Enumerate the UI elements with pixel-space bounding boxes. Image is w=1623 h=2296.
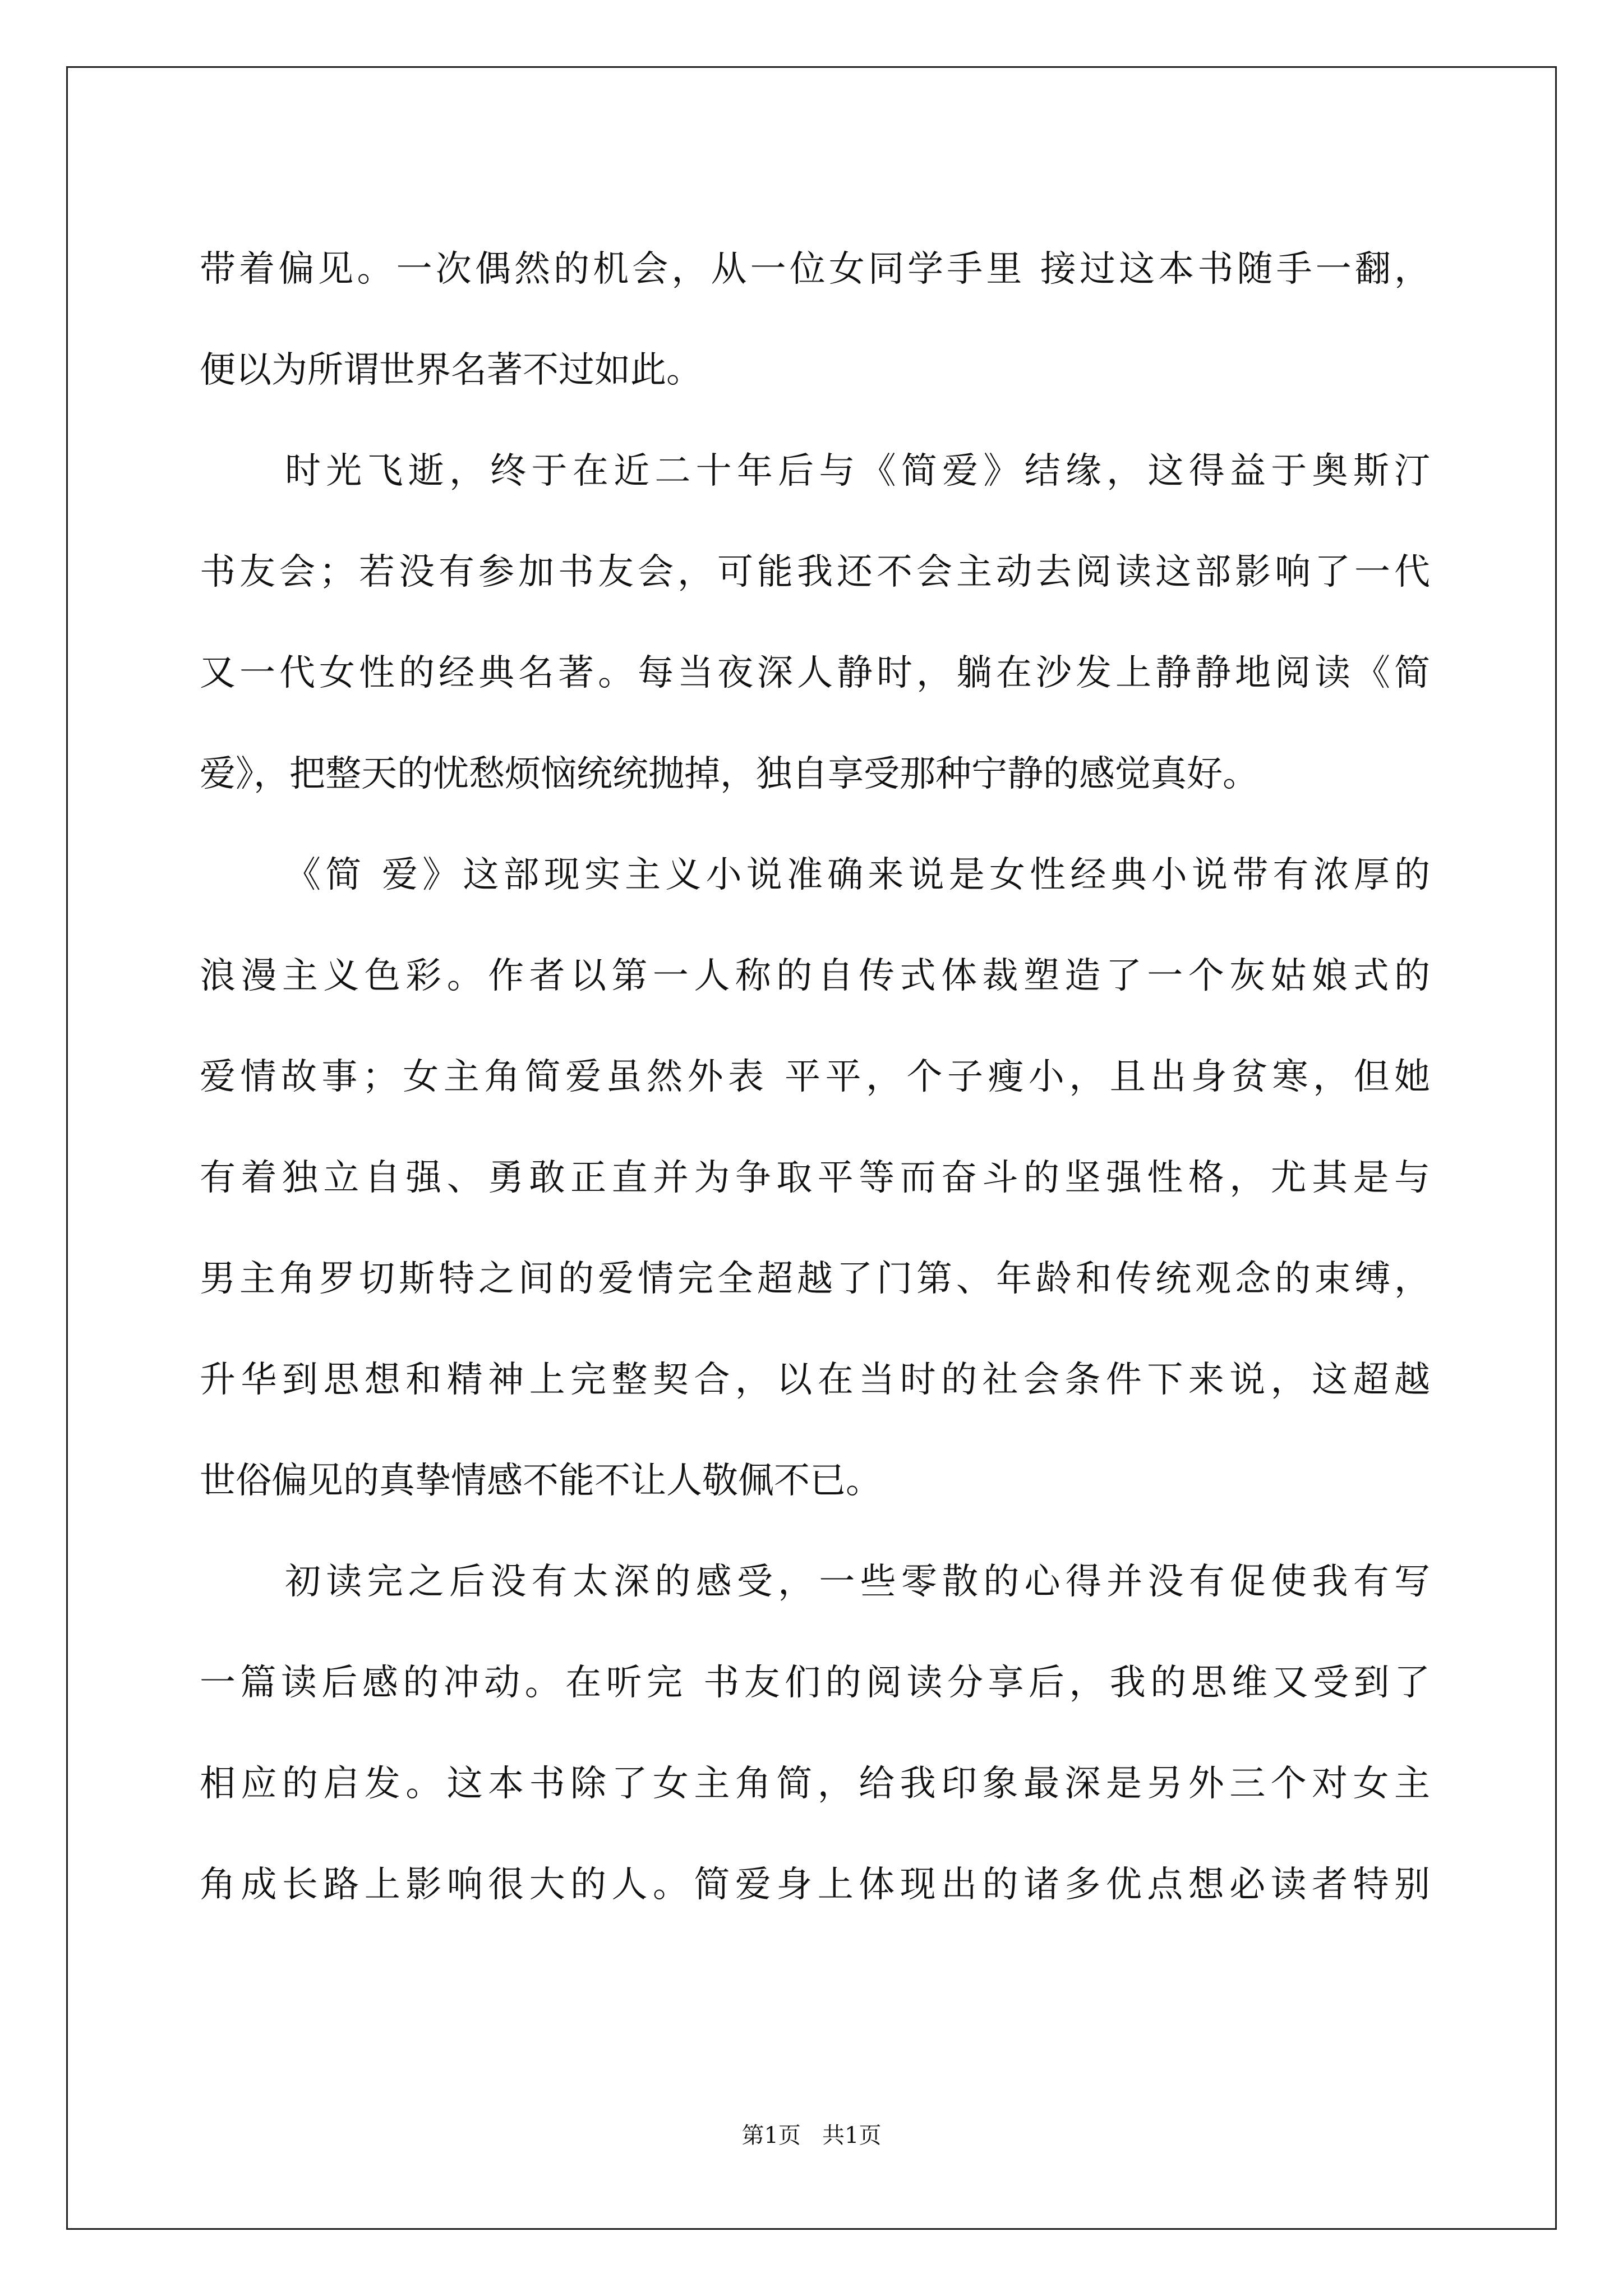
text-line: 世俗偏见的真挚情感不能不让人敬佩不已。 (200, 1460, 882, 1502)
text-line: 便以为所谓世界名著不过如此。 (200, 349, 702, 391)
text-line: 升华到思想和精神上完整契合，以在当时的社会条件下来说，这超越 (200, 1359, 1430, 1401)
text-line: 相应的启发。这本书除了女主角简，给我印象最深是另外三个对女主 (200, 1763, 1430, 1805)
text-line: 浪漫主义色彩。作者以第一人称的自传式体裁塑造了一个灰姑娘式的 (200, 955, 1430, 997)
text-line: 角成长路上影响很大的人。简爱身上体现出的诸多优点想必读者特别 (200, 1864, 1430, 1906)
document-body (200, 219, 1430, 1935)
page-footer: 第1页 共1页 (741, 2123, 882, 2148)
text-line: 带着偏见。一次偶然的机会，从一位女同学手里 接过这本书随手一翻， (200, 249, 1430, 290)
text-line: 又一代女性的经典名著。每当夜深人静时，躺在沙发上静静地阅读《简 (200, 652, 1430, 694)
text-line: 时光飞逝，终于在近二十年后与《简爱》结缘，这得益于奥斯汀 (285, 450, 1430, 492)
text-line: 有着独立自强、勇敢正直并为争取平等而奋斗的坚强性格，尤其是与 (200, 1157, 1430, 1199)
text-line: 爱》，把整天的忧愁烦恼统统抛掉，独自享受那种宁静的感觉真好。 (200, 753, 1258, 795)
text-line: 初读完之后没有太深的感受，一些零散的心得并没有促使我有写 (285, 1561, 1430, 1603)
text-line: 男主角罗切斯特之间的爱情完全超越了门第、年龄和传统观念的束缚， (200, 1258, 1430, 1300)
text-line: 一篇读后感的冲动。在听完 书友们的阅读分享后，我的思维又受到了 (200, 1662, 1430, 1704)
text-line: 书友会；若没有参加书友会，可能我还不会主动去阅读这部影响了一代 (200, 551, 1430, 593)
text-line: 《简 爱》这部现实主义小说准确来说是女性经典小说带有浓厚的 (285, 854, 1430, 896)
text-line: 爱情故事；女主角简爱虽然外表 平平，个子瘦小，且出身贫寒，但她 (200, 1056, 1430, 1098)
